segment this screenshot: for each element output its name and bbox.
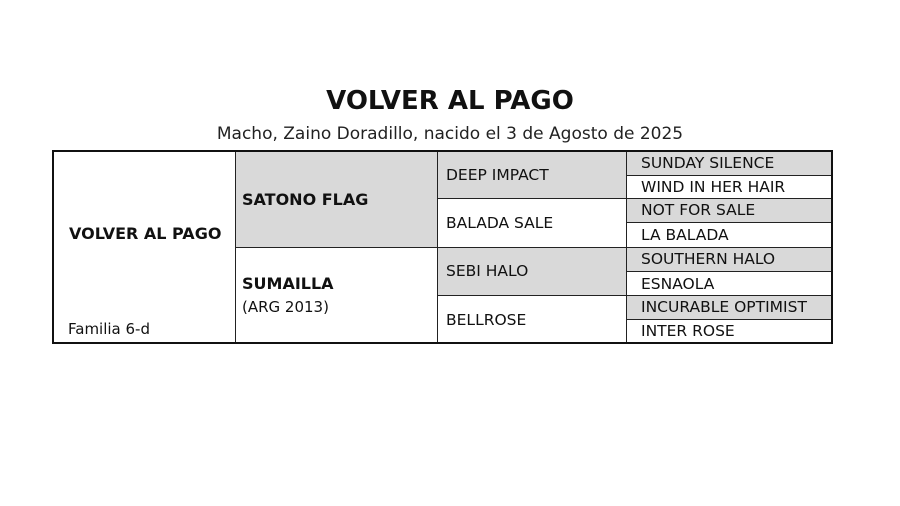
gen4-cell [627, 248, 831, 272]
dam-name: SUMAILLA [242, 274, 334, 293]
sire-dam-name: BALADA SALE [446, 214, 554, 232]
sire-sire-cell [438, 152, 627, 199]
subject-name: VOLVER AL PAGO [69, 224, 222, 243]
subject-cell [54, 152, 236, 342]
gen4-cell [627, 272, 831, 296]
gen4-name: INTER ROSE [641, 322, 735, 340]
dam-cell [236, 248, 438, 342]
gen4-name: INCURABLE OPTIMIST [641, 298, 807, 316]
sire-name: SATONO FLAG [242, 190, 369, 209]
gen4-cell [627, 320, 831, 342]
dam-sire-name: SEBI HALO [446, 262, 529, 280]
sire-cell [236, 152, 438, 248]
dam-sire-cell [438, 248, 627, 296]
dam-dam-cell [438, 296, 627, 342]
gen4-name: SUNDAY SILENCE [641, 154, 775, 172]
gen4-cell [627, 223, 831, 248]
gen4-name: LA BALADA [641, 226, 729, 244]
sire-dam-cell [438, 199, 627, 248]
dam-note: (ARG 2013) [242, 298, 329, 316]
gen4-name: WIND IN HER HAIR [641, 178, 786, 196]
sire-sire-name: DEEP IMPACT [446, 166, 549, 184]
gen4-cell [627, 296, 831, 320]
page-subtitle: Macho, Zaino Doradillo, nacido el 3 de Agosto de 2025 [216, 124, 684, 144]
gen4-cell [627, 199, 831, 223]
family-label: Familia 6-d [68, 320, 150, 338]
gen4-name: NOT FOR SALE [641, 201, 756, 219]
gen4-cell [627, 176, 831, 199]
gen4-cell [627, 152, 831, 176]
pedigree-table [52, 150, 833, 344]
dam-dam-name: BELLROSE [446, 311, 527, 329]
gen4-name: ESNAOLA [641, 275, 715, 293]
page-title: VOLVER AL PAGO [326, 86, 574, 116]
gen4-name: SOUTHERN HALO [641, 250, 776, 268]
